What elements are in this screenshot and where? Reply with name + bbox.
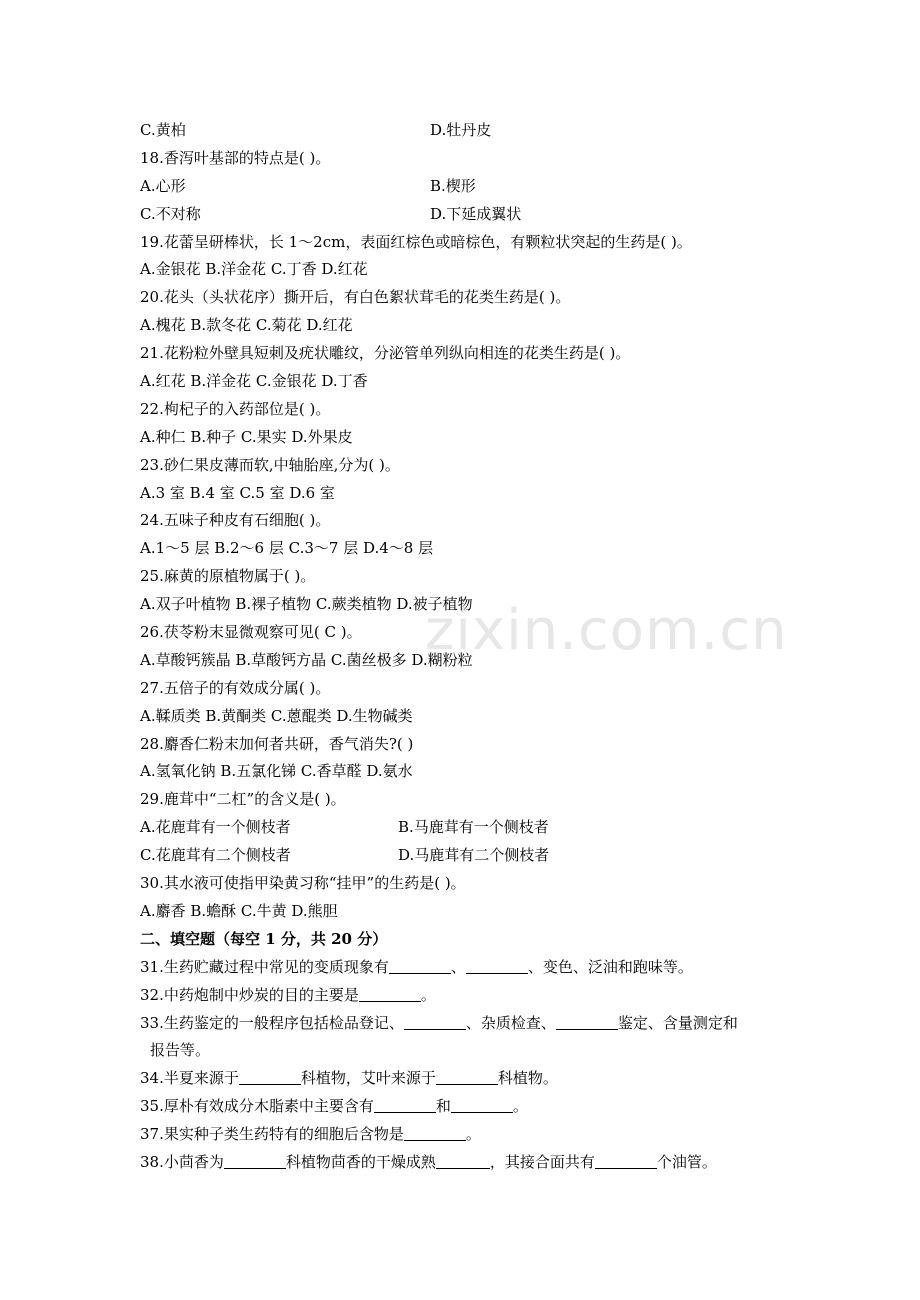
answer-blank xyxy=(224,1152,286,1169)
answer-blank xyxy=(595,1152,657,1169)
fill-question-33: 33.生药鉴定的一般程序包括检品登记、 、杂质检查、 鉴定、含量测定和 xyxy=(140,1013,738,1032)
option-row: A.双子叶植物 B.裸子植物 C.蕨类植物 D.被子植物 xyxy=(140,595,473,614)
option-row: A.鞣质类 B.黄酮类 C.蒽醌类 D.生物碱类 xyxy=(140,706,413,725)
option-row: A.3 室 B.4 室 C.5 室 D.6 室 xyxy=(140,483,335,502)
question-28: 28.麝香仁粉末加何者共研，香气消失?( ) xyxy=(140,734,414,753)
question-18: 18.香泻叶基部的特点是( )。 xyxy=(140,148,331,167)
answer-blank xyxy=(451,1096,513,1113)
question-27: 27.五倍子的有效成分属( )。 xyxy=(140,678,331,697)
answer-blank xyxy=(436,1068,498,1085)
question-19: 19.花蕾呈研棒状，长 1～2cm，表面红棕色或暗棕色，有颗粒状突起的生药是( )。 xyxy=(140,232,692,251)
option-row: C.不对称 D.下延成翼状 xyxy=(140,204,522,223)
option-row: A.花鹿茸有一个侧枝者 B.马鹿茸有一个侧枝者 xyxy=(140,818,549,837)
question-24: 24.五味子种皮有石细胞( )。 xyxy=(140,511,331,530)
option-row: A.心形 B.楔形 xyxy=(140,176,476,195)
answer-blank xyxy=(374,1096,436,1113)
fill-question-31: 31.生药贮藏过程中常见的变质现象有 、 、变色、泛油和跑味等。 xyxy=(140,957,693,976)
answer-blank xyxy=(239,1068,301,1085)
question-20: 20.花头（头状花序）撕开后，有白色絮状茸毛的花类生药是( )。 xyxy=(140,288,571,307)
answer-blank xyxy=(389,957,451,974)
option-row: C.黄柏 D.牡丹皮 xyxy=(140,121,492,139)
fill-question-33-cont: 报告等。 xyxy=(150,1041,211,1060)
answer-blank xyxy=(404,1124,466,1141)
option-row: A.金银花 B.洋金花 C.丁香 D.红花 xyxy=(140,260,368,279)
option-row: A.种仁 B.种子 C.果实 D.外果皮 xyxy=(140,427,353,446)
option-row: A.氢氧化钠 B.五氯化锑 C.香草醛 D.氨水 xyxy=(140,762,413,781)
question-30: 30.其水液可使指甲染黄习称“挂甲”的生药是( )。 xyxy=(140,874,466,893)
answer-blank xyxy=(466,957,528,974)
answer-blank xyxy=(556,1013,618,1030)
fill-question-34: 34.半夏来源于 科植物，艾叶来源于 科植物。 xyxy=(140,1069,558,1088)
fill-question-35: 35.厚朴有效成分木脂素中主要含有 和 。 xyxy=(140,1097,528,1116)
question-23: 23.砂仁果皮薄而软,中轴胎座,分为( )。 xyxy=(140,455,400,474)
option-row: A.槐花 B.款冬花 C.菊花 D.红花 xyxy=(140,316,353,335)
option-row: C.花鹿茸有二个侧枝者 D.马鹿茸有二个侧枝者 xyxy=(140,846,550,865)
question-21: 21.花粉粒外壁具短刺及疣状雕纹，分泌管单列纵向相连的花类生药是( )。 xyxy=(140,344,631,363)
question-22: 22.枸杞子的入药部位是( )。 xyxy=(140,399,331,418)
answer-blank xyxy=(359,985,421,1002)
watermark: zixin.com.cn xyxy=(425,598,788,663)
option-row: A.红花 B.洋金花 C.金银花 D.丁香 xyxy=(140,372,368,391)
fill-question-38: 38.小茴香为 科植物茴香的干燥成熟 ，其接合面共有 个油管。 xyxy=(140,1152,717,1171)
question-26: 26.茯苓粉末显微观察可见( C )。 xyxy=(140,623,362,642)
option-row: A.草酸钙簇晶 B.草酸钙方晶 C.菌丝极多 D.糊粉粒 xyxy=(140,650,473,669)
option-row: A.1～5 层 B.2～6 层 C.3～7 层 D.4～8 层 xyxy=(140,539,434,558)
answer-blank xyxy=(436,1152,490,1169)
fill-question-37: 37.果实种子类生药特有的细胞后含物是 。 xyxy=(140,1125,481,1144)
fill-question-32: 32.中药炮制中炒炭的目的主要是 。 xyxy=(140,985,436,1004)
question-29: 29.鹿茸中“二杠”的含义是( )。 xyxy=(140,790,346,809)
option-row: A.麝香 B.蟾酥 C.牛黄 D.熊胆 xyxy=(140,901,338,920)
question-25: 25.麻黄的原植物属于( )。 xyxy=(140,567,316,586)
exam-content xyxy=(140,117,800,1177)
section-title: 二、填空题（每空 1 分，共 20 分） xyxy=(140,929,388,948)
answer-blank xyxy=(404,1013,466,1030)
